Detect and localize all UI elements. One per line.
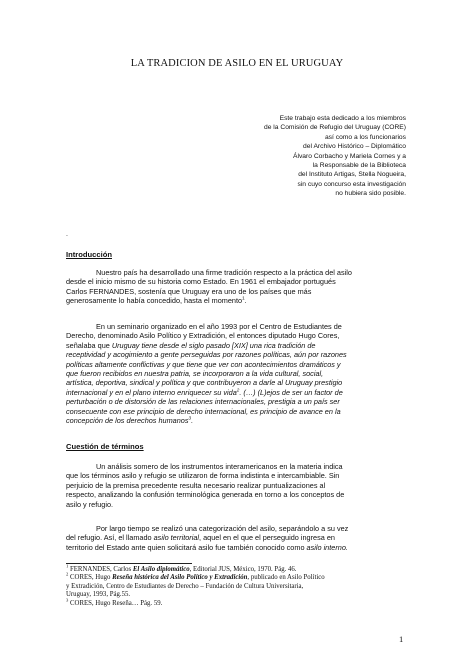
footnote-text: , publicado en Asilo Político: [247, 574, 325, 582]
footnote-work-title: Reseña histórica del Asilo Político y Extradición: [112, 574, 248, 582]
quote-text: . (…) (L)ejos de ser un factor de: [239, 387, 343, 397]
quote-line: [66, 388, 408, 397]
paragraph-line: Un análisis somero de los instrumentos interamericanos en la materia indica: [96, 462, 343, 471]
dedication-line: Este trabajo esta dedicado a los miembros: [279, 115, 406, 122]
paragraph-line: [66, 533, 408, 542]
paragraph-categorization: [66, 524, 408, 552]
emphasis-text: asilo interno.: [306, 542, 348, 552]
paragraph-line: Por largo tiempo se realizó una categorización del asilo, separándolo a su vez: [96, 524, 349, 533]
quote-text: Uruguay tiene desde el siglo pasado [XIX] una rica tradición de: [111, 340, 316, 350]
line-text: señalaba que: [66, 340, 112, 350]
paragraph-line: [66, 543, 408, 552]
paragraph-line: Carlos FERNANDES, sostenía que Uruguay era uno de los países que más: [66, 286, 312, 296]
emphasis-text: asilo territorial: [153, 533, 200, 543]
footnote-text: CORES, Hugo: [68, 574, 113, 582]
footnote-number: 3: [66, 597, 69, 603]
paragraph-line: respecto, analizando la confusión terminológica generada en torno a los conceptos de: [66, 490, 345, 500]
paragraph-line: [66, 296, 408, 305]
paragraph-line: que los términos asilo y refugio se utilizaron de forma indistinta e intercambiable. Sin: [66, 471, 340, 481]
dedication-line: así como a los funcionarios: [324, 133, 406, 141]
stray-dot: .: [66, 231, 68, 238]
dedication-line: sin cuyo concurso esta investigación: [297, 180, 406, 188]
footnote-2: [66, 574, 410, 582]
quote-line: políticas altamente conflictivas y que tiene que ver con acontecimientos dramáticos y: [66, 359, 341, 369]
dedication-line: Álvaro Corbacho y Mariela Cornes y a: [293, 152, 406, 160]
paragraph-introduction: [66, 268, 408, 306]
dedication-block: [166, 114, 406, 199]
footnote-ref-2[interactable]: 2: [236, 387, 240, 393]
footnote-separator: [66, 563, 192, 564]
quote-line: [66, 416, 408, 425]
paragraph-line: desde el inicio mismo de su historia como Estado. En 1961 el embajador portugués: [66, 277, 336, 287]
dedication-line: no hubiera sido posible.: [335, 190, 406, 198]
footnote-text: CORES, Hugo Reseña… Pág. 59.: [68, 599, 163, 607]
footnote-number: 2: [66, 572, 69, 578]
footnote-ref-1[interactable]: 1: [242, 296, 245, 301]
quote-text: .: [191, 416, 194, 426]
line-text: , aquel en el que el perseguido ingresa en: [199, 533, 335, 543]
paragraph-seminar: [66, 322, 408, 425]
footnote-ref-3[interactable]: 3: [188, 416, 192, 421]
paragraph-line: asilo y refugio.: [66, 499, 114, 509]
dedication-line: del Archivo Histórico – Diplomático: [303, 143, 406, 151]
paragraph-line: En un seminario organizado en el año 1993 por el Centro de Estudiantes de: [96, 322, 342, 331]
paragraph-line: [66, 341, 408, 350]
footnote-text: , Editorial JUS, México, 1970. Pág. 46.: [189, 566, 297, 573]
page-number: 1: [399, 634, 404, 644]
line-text: territorio del Estado ante quien solicitará asilo fue también conocido como: [66, 542, 307, 552]
document-title: LA TRADICION DE ASILO EN EL URUGUAY: [130, 58, 344, 69]
footnote-2-continued: y Extradición, Centro de Estudiantes de Derecho – Fundación de Cultura Universitaria,: [66, 582, 304, 590]
line-text: generosamente lo había concedido, hasta el momento: [66, 296, 243, 306]
section-heading-introduccion: Introducción: [66, 250, 112, 259]
line-text: del refugio. Así, el llamado: [66, 533, 154, 543]
footnote-work-title: El Asilo diplomático: [132, 566, 190, 573]
paragraph-line: Derecho, denominado Asilo Político y Extradición, el entonces diputado Hugo Cores,: [66, 331, 340, 341]
quote-line: perturbación o de distorsión de las relaciones internacionales, prestigia a un país ser: [66, 397, 340, 407]
paragraph-line: Nuestro país ha desarrollado una firme tradición respecto a la práctica del asilo: [96, 268, 352, 277]
quote-text: internacional y en el plano interno enriquecer su vida: [66, 387, 237, 397]
quote-text: concepción de los derechos humanos: [66, 416, 189, 426]
dedication-line: de la Comisión de Refugio del Uruguay (CORE): [264, 124, 406, 132]
dedication-line: la Responsable de la Biblioteca: [312, 162, 406, 170]
footnote-2-continued: Uruguay, 1993, Pág.55.: [66, 591, 131, 599]
footnotes-block: [66, 563, 410, 608]
quote-line: artística, deportiva, sindical y política y que contribuyeron a darle al Uruguay prestigio: [66, 378, 343, 388]
section-heading-cuestion-de-terminos: Cuestión de términos: [66, 442, 144, 451]
footnote-3: [66, 597, 410, 608]
footnote-number: 1: [66, 563, 69, 569]
paragraph-line: perjuicio de la premisa precedente resulta necesario realizar puntualizaciones al: [66, 480, 326, 490]
line-end: .: [244, 296, 247, 306]
quote-line: receptividad y acogimiento a gente perseguidas por razones políticas, aún por razones: [66, 350, 347, 360]
quote-line: consecuente con ese principio de derecho internacional, es principio de avance en la: [66, 406, 341, 416]
dedication-line: del Instituto Artigas, Stella Nogueira,: [298, 171, 406, 179]
quote-line: que fueron recibidos en nuestra patria, se incorporaron a la vida cultural, social,: [66, 369, 324, 379]
footnote-text: FERNANDES, Carlos: [68, 566, 133, 573]
paragraph-analysis: [66, 462, 408, 509]
